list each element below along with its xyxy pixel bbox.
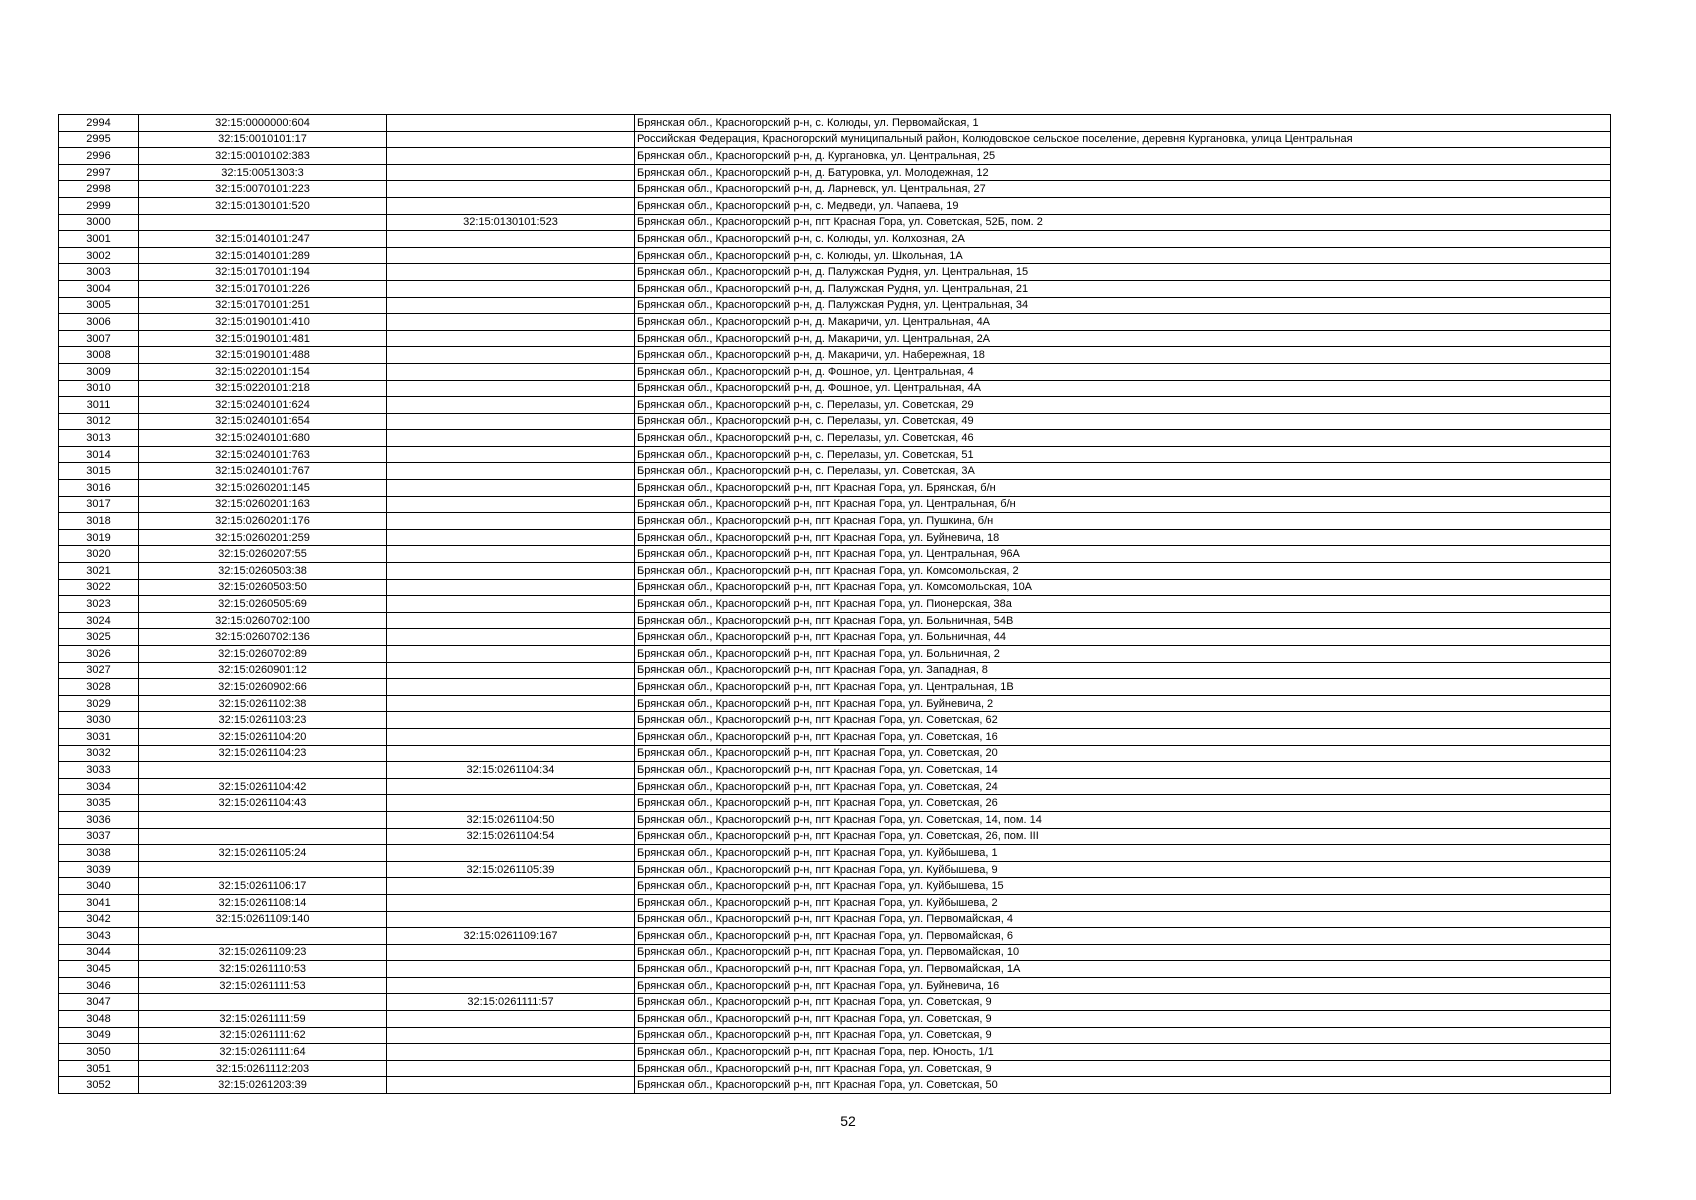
cadastral-number-secondary-cell bbox=[387, 280, 635, 297]
row-number-cell: 3040 bbox=[59, 878, 139, 895]
cadastral-number-secondary-cell bbox=[387, 662, 635, 679]
cadastral-number-cell: 32:15:0000000:604 bbox=[139, 115, 387, 132]
row-number-cell: 3028 bbox=[59, 679, 139, 696]
cadastral-number-cell: 32:15:0260902:66 bbox=[139, 679, 387, 696]
table-row bbox=[59, 629, 1611, 646]
address-cell: Брянская обл., Красногорский р-н, пгт Красная Гора, ул. Пионерская, 38а bbox=[635, 596, 1611, 613]
cadastral-number-secondary-cell bbox=[387, 330, 635, 347]
address-cell: Брянская обл., Красногорский р-н, пгт Красная Гора, ул. Центральная, 1В bbox=[635, 679, 1611, 696]
address-cell: Брянская обл., Красногорский р-н, пгт Красная Гора, ул. Советская, 52Б, пом. 2 bbox=[635, 214, 1611, 231]
address-cell: Брянская обл., Красногорский р-н, пгт Красная Гора, ул. Первомайская, 10 bbox=[635, 944, 1611, 961]
address-cell: Брянская обл., Красногорский р-н, д. Макаричи, ул. Центральная, 4А bbox=[635, 314, 1611, 331]
cadastral-number-cell: 32:15:0260702:136 bbox=[139, 629, 387, 646]
address-cell: Брянская обл., Красногорский р-н, пгт Красная Гора, ул. Куйбышева, 1 bbox=[635, 845, 1611, 862]
row-number-cell: 3027 bbox=[59, 662, 139, 679]
address-cell: Брянская обл., Красногорский р-н, пгт Красная Гора, ул. Советская, 9 bbox=[635, 1027, 1611, 1044]
cadastral-number-secondary-cell bbox=[387, 314, 635, 331]
row-number-cell: 3015 bbox=[59, 463, 139, 480]
row-number-cell: 3019 bbox=[59, 529, 139, 546]
row-number-cell: 3005 bbox=[59, 297, 139, 314]
address-cell: Брянская обл., Красногорский р-н, пгт Красная Гора, ул. Первомайская, 4 bbox=[635, 911, 1611, 928]
address-cell: Брянская обл., Красногорский р-н, с. Медведи, ул. Чапаева, 19 bbox=[635, 197, 1611, 214]
table-row bbox=[59, 430, 1611, 447]
cadastral-number-secondary-cell bbox=[387, 712, 635, 729]
table-row bbox=[59, 513, 1611, 530]
table-row bbox=[59, 131, 1611, 148]
cadastral-number-secondary-cell bbox=[387, 463, 635, 480]
row-number-cell: 3021 bbox=[59, 563, 139, 580]
address-cell: Брянская обл., Красногорский р-н, пгт Красная Гора, пер. Юность, 1/1 bbox=[635, 1044, 1611, 1061]
cadastral-number-secondary-cell bbox=[387, 1060, 635, 1077]
table-row bbox=[59, 413, 1611, 430]
table-row bbox=[59, 828, 1611, 845]
address-cell: Брянская обл., Красногорский р-н, пгт Красная Гора, ул. Первомайская, 1А bbox=[635, 961, 1611, 978]
cadastral-number-cell bbox=[139, 994, 387, 1011]
address-cell: Брянская обл., Красногорский р-н, д. Фошное, ул. Центральная, 4А bbox=[635, 380, 1611, 397]
cadastral-number-cell: 32:15:0260201:145 bbox=[139, 480, 387, 497]
table-row bbox=[59, 778, 1611, 795]
cadastral-number-secondary-cell: 32:15:0261104:34 bbox=[387, 762, 635, 779]
cadastral-number-secondary-cell bbox=[387, 563, 635, 580]
row-number-cell: 3042 bbox=[59, 911, 139, 928]
row-number-cell: 3018 bbox=[59, 513, 139, 530]
row-number-cell: 3025 bbox=[59, 629, 139, 646]
row-number-cell: 3008 bbox=[59, 347, 139, 364]
cadastral-number-cell: 32:15:0261112:203 bbox=[139, 1060, 387, 1077]
table-row bbox=[59, 579, 1611, 596]
cadastral-number-secondary-cell bbox=[387, 197, 635, 214]
cadastral-number-cell: 32:15:0140101:247 bbox=[139, 231, 387, 248]
row-number-cell: 3045 bbox=[59, 961, 139, 978]
address-cell: Брянская обл., Красногорский р-н, с. Перелазы, ул. Советская, 49 bbox=[635, 413, 1611, 430]
cadastral-number-secondary-cell bbox=[387, 430, 635, 447]
address-cell: Брянская обл., Красногорский р-н, пгт Красная Гора, ул. Советская, 20 bbox=[635, 745, 1611, 762]
address-cell: Брянская обл., Красногорский р-н, с. Перелазы, ул. Советская, 29 bbox=[635, 397, 1611, 414]
cadastral-number-secondary-cell bbox=[387, 546, 635, 563]
cadastral-number-secondary-cell bbox=[387, 778, 635, 795]
row-number-cell: 3001 bbox=[59, 231, 139, 248]
row-number-cell: 3029 bbox=[59, 695, 139, 712]
row-number-cell: 3026 bbox=[59, 646, 139, 663]
row-number-cell: 3010 bbox=[59, 380, 139, 397]
cadastral-number-cell: 32:15:0010101:17 bbox=[139, 131, 387, 148]
cadastral-number-secondary-cell bbox=[387, 529, 635, 546]
table-row bbox=[59, 496, 1611, 513]
cadastral-number-cell: 32:15:0261103:23 bbox=[139, 712, 387, 729]
row-number-cell: 3020 bbox=[59, 546, 139, 563]
address-cell: Брянская обл., Красногорский р-н, д. Макаричи, ул. Набережная, 18 bbox=[635, 347, 1611, 364]
table-row bbox=[59, 811, 1611, 828]
table-row bbox=[59, 662, 1611, 679]
address-cell: Брянская обл., Красногорский р-н, д. Кургановка, ул. Центральная, 25 bbox=[635, 148, 1611, 165]
address-cell: Брянская обл., Красногорский р-н, пгт Красная Гора, ул. Куйбышева, 2 bbox=[635, 894, 1611, 911]
address-cell: Брянская обл., Красногорский р-н, пгт Красная Гора, ул. Пушкина, б/н bbox=[635, 513, 1611, 530]
table-row bbox=[59, 563, 1611, 580]
table-row bbox=[59, 1027, 1611, 1044]
cadastral-number-cell: 32:15:0260901:12 bbox=[139, 662, 387, 679]
address-cell: Брянская обл., Красногорский р-н, пгт Красная Гора, ул. Комсомольская, 10А bbox=[635, 579, 1611, 596]
row-number-cell: 3023 bbox=[59, 596, 139, 613]
row-number-cell: 3043 bbox=[59, 928, 139, 945]
address-cell: Брянская обл., Красногорский р-н, пгт Красная Гора, ул. Буйневича, 2 bbox=[635, 695, 1611, 712]
cadastral-number-cell: 32:15:0261203:39 bbox=[139, 1077, 387, 1094]
cadastral-number-cell: 32:15:0261104:42 bbox=[139, 778, 387, 795]
row-number-cell: 2996 bbox=[59, 148, 139, 165]
address-cell: Брянская обл., Красногорский р-н, пгт Красная Гора, ул. Больничная, 44 bbox=[635, 629, 1611, 646]
row-number-cell: 3014 bbox=[59, 446, 139, 463]
cadastral-number-secondary-cell bbox=[387, 612, 635, 629]
address-cell: Брянская обл., Красногорский р-н, пгт Красная Гора, ул. Советская, 9 bbox=[635, 1060, 1611, 1077]
row-number-cell: 2998 bbox=[59, 181, 139, 198]
cadastral-number-cell: 32:15:0240101:763 bbox=[139, 446, 387, 463]
cadastral-number-cell: 32:15:0260207:55 bbox=[139, 546, 387, 563]
address-cell: Брянская обл., Красногорский р-н, пгт Красная Гора, ул. Советская, 24 bbox=[635, 778, 1611, 795]
address-cell: Брянская обл., Красногорский р-н, с. Колюды, ул. Школьная, 1А bbox=[635, 247, 1611, 264]
address-cell: Брянская обл., Красногорский р-н, пгт Красная Гора, ул. Советская, 9 bbox=[635, 994, 1611, 1011]
cadastral-number-secondary-cell bbox=[387, 1011, 635, 1028]
table-row bbox=[59, 380, 1611, 397]
table-row bbox=[59, 264, 1611, 281]
cadastral-number-secondary-cell bbox=[387, 596, 635, 613]
cadastral-number-cell: 32:15:0261104:43 bbox=[139, 795, 387, 812]
row-number-cell: 3044 bbox=[59, 944, 139, 961]
row-number-cell: 3030 bbox=[59, 712, 139, 729]
cadastral-number-cell: 32:15:0240101:680 bbox=[139, 430, 387, 447]
table-row bbox=[59, 297, 1611, 314]
table-row bbox=[59, 878, 1611, 895]
row-number-cell: 3017 bbox=[59, 496, 139, 513]
cadastral-number-cell: 32:15:0220101:218 bbox=[139, 380, 387, 397]
cadastral-number-secondary-cell bbox=[387, 728, 635, 745]
cadastral-number-cell: 32:15:0261109:140 bbox=[139, 911, 387, 928]
address-cell: Российская Федерация, Красногорский муниципальный район, Колюдовское сельское поселение, деревня Кургановка, улица Центральная bbox=[635, 131, 1611, 148]
table-row bbox=[59, 1077, 1611, 1094]
row-number-cell: 3002 bbox=[59, 247, 139, 264]
address-cell: Брянская обл., Красногорский р-н, пгт Красная Гора, ул. Буйневича, 16 bbox=[635, 977, 1611, 994]
address-cell: Брянская обл., Красногорский р-н, с. Перелазы, ул. Советская, 3А bbox=[635, 463, 1611, 480]
cadastral-number-secondary-cell bbox=[387, 413, 635, 430]
cadastral-number-secondary-cell bbox=[387, 380, 635, 397]
page-number: 52 bbox=[840, 1113, 856, 1129]
row-number-cell: 3013 bbox=[59, 430, 139, 447]
cadastral-number-secondary-cell bbox=[387, 977, 635, 994]
address-cell: Брянская обл., Красногорский р-н, д. Ларневск, ул. Центральная, 27 bbox=[635, 181, 1611, 198]
address-cell: Брянская обл., Красногорский р-н, пгт Красная Гора, ул. Советская, 9 bbox=[635, 1011, 1611, 1028]
table-row bbox=[59, 795, 1611, 812]
address-cell: Брянская обл., Красногорский р-н, пгт Красная Гора, ул. Больничная, 2 bbox=[635, 646, 1611, 663]
address-cell: Брянская обл., Красногорский р-н, с. Колюды, ул. Первомайская, 1 bbox=[635, 115, 1611, 132]
address-cell: Брянская обл., Красногорский р-н, пгт Красная Гора, ул. Советская, 14, пом. 14 bbox=[635, 811, 1611, 828]
address-cell: Брянская обл., Красногорский р-н, пгт Красная Гора, ул. Больничная, 54В bbox=[635, 612, 1611, 629]
cadastral-number-cell: 32:15:0260201:176 bbox=[139, 513, 387, 530]
cadastral-number-secondary-cell bbox=[387, 629, 635, 646]
cadastral-number-secondary-cell bbox=[387, 247, 635, 264]
table-row bbox=[59, 646, 1611, 663]
table-row bbox=[59, 363, 1611, 380]
cadastral-number-cell: 32:15:0240101:654 bbox=[139, 413, 387, 430]
cadastral-number-cell: 32:15:0261111:64 bbox=[139, 1044, 387, 1061]
cadastral-number-cell: 32:15:0261111:53 bbox=[139, 977, 387, 994]
cadastral-number-secondary-cell bbox=[387, 944, 635, 961]
table-row bbox=[59, 197, 1611, 214]
address-cell: Брянская обл., Красногорский р-н, д. Фошное, ул. Центральная, 4 bbox=[635, 363, 1611, 380]
address-cell: Брянская обл., Красногорский р-н, с. Перелазы, ул. Советская, 51 bbox=[635, 446, 1611, 463]
cadastral-number-secondary-cell bbox=[387, 745, 635, 762]
address-cell: Брянская обл., Красногорский р-н, пгт Красная Гора, ул. Куйбышева, 15 bbox=[635, 878, 1611, 895]
cadastral-number-cell: 32:15:0140101:289 bbox=[139, 247, 387, 264]
table-row bbox=[59, 745, 1611, 762]
cadastral-number-cell: 32:15:0010102:383 bbox=[139, 148, 387, 165]
cadastral-number-cell: 32:15:0190101:410 bbox=[139, 314, 387, 331]
table-row bbox=[59, 314, 1611, 331]
row-number-cell: 2995 bbox=[59, 131, 139, 148]
table-row bbox=[59, 944, 1611, 961]
row-number-cell: 3031 bbox=[59, 728, 139, 745]
table-row bbox=[59, 231, 1611, 248]
table-row bbox=[59, 845, 1611, 862]
address-cell: Брянская обл., Красногорский р-н, пгт Красная Гора, ул. Центральная, 96А bbox=[635, 546, 1611, 563]
cadastral-number-cell bbox=[139, 214, 387, 231]
address-cell: Брянская обл., Красногорский р-н, пгт Красная Гора, ул. Буйневича, 18 bbox=[635, 529, 1611, 546]
cadastral-number-cell bbox=[139, 811, 387, 828]
address-cell: Брянская обл., Красногорский р-н, пгт Красная Гора, ул. Куйбышева, 9 bbox=[635, 861, 1611, 878]
cadastral-number-secondary-cell: 32:15:0130101:523 bbox=[387, 214, 635, 231]
register-table bbox=[58, 114, 1611, 1094]
row-number-cell: 3037 bbox=[59, 828, 139, 845]
row-number-cell: 3000 bbox=[59, 214, 139, 231]
address-cell: Брянская обл., Красногорский р-н, пгт Красная Гора, ул. Советская, 62 bbox=[635, 712, 1611, 729]
row-number-cell: 3004 bbox=[59, 280, 139, 297]
table-row bbox=[59, 928, 1611, 945]
cadastral-number-cell: 32:15:0261104:20 bbox=[139, 728, 387, 745]
cadastral-number-secondary-cell bbox=[387, 845, 635, 862]
address-cell: Брянская обл., Красногорский р-н, д. Макаричи, ул. Центральная, 2А bbox=[635, 330, 1611, 347]
table-row bbox=[59, 546, 1611, 563]
table-row bbox=[59, 480, 1611, 497]
row-number-cell: 3036 bbox=[59, 811, 139, 828]
cadastral-number-cell: 32:15:0261111:62 bbox=[139, 1027, 387, 1044]
cadastral-number-secondary-cell bbox=[387, 115, 635, 132]
cadastral-number-cell: 32:15:0261104:23 bbox=[139, 745, 387, 762]
cadastral-number-cell: 32:15:0220101:154 bbox=[139, 363, 387, 380]
address-cell: Брянская обл., Красногорский р-н, д. Батуровка, ул. Молодежная, 12 bbox=[635, 164, 1611, 181]
table-row bbox=[59, 762, 1611, 779]
cadastral-number-secondary-cell: 32:15:0261104:50 bbox=[387, 811, 635, 828]
cadastral-number-secondary-cell bbox=[387, 347, 635, 364]
table-row bbox=[59, 164, 1611, 181]
address-cell: Брянская обл., Красногорский р-н, пгт Красная Гора, ул. Центральная, б/н bbox=[635, 496, 1611, 513]
table-row bbox=[59, 695, 1611, 712]
address-cell: Брянская обл., Красногорский р-н, д. Палужская Рудня, ул. Центральная, 15 bbox=[635, 264, 1611, 281]
row-number-cell: 3038 bbox=[59, 845, 139, 862]
cadastral-number-secondary-cell: 32:15:0261111:57 bbox=[387, 994, 635, 1011]
table-row bbox=[59, 214, 1611, 231]
cadastral-number-secondary-cell bbox=[387, 679, 635, 696]
row-number-cell: 3035 bbox=[59, 795, 139, 812]
table-row bbox=[59, 115, 1611, 132]
row-number-cell: 2997 bbox=[59, 164, 139, 181]
cadastral-number-secondary-cell bbox=[387, 1044, 635, 1061]
table-row bbox=[59, 247, 1611, 264]
cadastral-number-cell bbox=[139, 828, 387, 845]
address-cell: Брянская обл., Красногорский р-н, пгт Красная Гора, ул. Западная, 8 bbox=[635, 662, 1611, 679]
row-number-cell: 3033 bbox=[59, 762, 139, 779]
row-number-cell: 2994 bbox=[59, 115, 139, 132]
cadastral-number-cell: 32:15:0260702:100 bbox=[139, 612, 387, 629]
table-row bbox=[59, 1060, 1611, 1077]
address-cell: Брянская обл., Красногорский р-н, пгт Красная Гора, ул. Комсомольская, 2 bbox=[635, 563, 1611, 580]
cadastral-number-cell: 32:15:0261106:17 bbox=[139, 878, 387, 895]
cadastral-number-cell: 32:15:0260702:89 bbox=[139, 646, 387, 663]
cadastral-number-cell: 32:15:0070101:223 bbox=[139, 181, 387, 198]
row-number-cell: 3024 bbox=[59, 612, 139, 629]
cadastral-number-secondary-cell bbox=[387, 894, 635, 911]
table-row bbox=[59, 911, 1611, 928]
row-number-cell: 3032 bbox=[59, 745, 139, 762]
row-number-cell: 3052 bbox=[59, 1077, 139, 1094]
cadastral-number-cell: 32:15:0261108:14 bbox=[139, 894, 387, 911]
cadastral-number-cell: 32:15:0190101:488 bbox=[139, 347, 387, 364]
cadastral-number-cell: 32:15:0260503:50 bbox=[139, 579, 387, 596]
cadastral-number-cell: 32:15:0170101:194 bbox=[139, 264, 387, 281]
table-row bbox=[59, 463, 1611, 480]
table-row bbox=[59, 280, 1611, 297]
row-number-cell: 3051 bbox=[59, 1060, 139, 1077]
cadastral-number-secondary-cell bbox=[387, 363, 635, 380]
table-row bbox=[59, 977, 1611, 994]
cadastral-number-cell: 32:15:0051303:3 bbox=[139, 164, 387, 181]
cadastral-number-cell: 32:15:0261105:24 bbox=[139, 845, 387, 862]
table-row bbox=[59, 612, 1611, 629]
address-cell: Брянская обл., Красногорский р-н, с. Колюды, ул. Колхозная, 2А bbox=[635, 231, 1611, 248]
cadastral-number-secondary-cell bbox=[387, 579, 635, 596]
address-cell: Брянская обл., Красногорский р-н, пгт Красная Гора, ул. Первомайская, 6 bbox=[635, 928, 1611, 945]
address-cell: Брянская обл., Красногорский р-н, пгт Красная Гора, ул. Брянская, б/н bbox=[635, 480, 1611, 497]
row-number-cell: 3046 bbox=[59, 977, 139, 994]
cadastral-number-cell: 32:15:0260201:259 bbox=[139, 529, 387, 546]
cadastral-number-secondary-cell bbox=[387, 131, 635, 148]
register-table-body bbox=[59, 115, 1611, 1094]
cadastral-number-secondary-cell bbox=[387, 695, 635, 712]
row-number-cell: 3006 bbox=[59, 314, 139, 331]
cadastral-number-cell: 32:15:0130101:520 bbox=[139, 197, 387, 214]
row-number-cell: 3034 bbox=[59, 778, 139, 795]
table-row bbox=[59, 529, 1611, 546]
row-number-cell: 3012 bbox=[59, 413, 139, 430]
cadastral-number-cell: 32:15:0261110:53 bbox=[139, 961, 387, 978]
row-number-cell: 3049 bbox=[59, 1027, 139, 1044]
row-number-cell: 3003 bbox=[59, 264, 139, 281]
table-row bbox=[59, 596, 1611, 613]
table-row bbox=[59, 894, 1611, 911]
cadastral-number-cell: 32:15:0260505:69 bbox=[139, 596, 387, 613]
cadastral-number-secondary-cell bbox=[387, 181, 635, 198]
cadastral-number-secondary-cell bbox=[387, 513, 635, 530]
address-cell: Брянская обл., Красногорский р-н, пгт Красная Гора, ул. Советская, 26 bbox=[635, 795, 1611, 812]
cadastral-number-secondary-cell: 32:15:0261109:167 bbox=[387, 928, 635, 945]
address-cell: Брянская обл., Красногорский р-н, пгт Красная Гора, ул. Советская, 50 bbox=[635, 1077, 1611, 1094]
cadastral-number-cell: 32:15:0260503:38 bbox=[139, 563, 387, 580]
cadastral-number-secondary-cell bbox=[387, 646, 635, 663]
row-number-cell: 3039 bbox=[59, 861, 139, 878]
row-number-cell: 3050 bbox=[59, 1044, 139, 1061]
cadastral-number-secondary-cell: 32:15:0261105:39 bbox=[387, 861, 635, 878]
cadastral-number-cell: 32:15:0261111:59 bbox=[139, 1011, 387, 1028]
cadastral-number-cell: 32:15:0190101:481 bbox=[139, 330, 387, 347]
table-row bbox=[59, 961, 1611, 978]
row-number-cell: 3007 bbox=[59, 330, 139, 347]
address-cell: Брянская обл., Красногорский р-н, пгт Красная Гора, ул. Советская, 26, пом. III bbox=[635, 828, 1611, 845]
row-number-cell: 3011 bbox=[59, 397, 139, 414]
table-row bbox=[59, 861, 1611, 878]
cadastral-number-secondary-cell bbox=[387, 795, 635, 812]
table-row bbox=[59, 728, 1611, 745]
cadastral-number-secondary-cell bbox=[387, 1027, 635, 1044]
cadastral-number-cell: 32:15:0260201:163 bbox=[139, 496, 387, 513]
address-cell: Брянская обл., Красногорский р-н, д. Палужская Рудня, ул. Центральная, 34 bbox=[635, 297, 1611, 314]
cadastral-number-secondary-cell: 32:15:0261104:54 bbox=[387, 828, 635, 845]
table-row bbox=[59, 712, 1611, 729]
table-row bbox=[59, 1011, 1611, 1028]
row-number-cell: 2999 bbox=[59, 197, 139, 214]
cadastral-number-secondary-cell bbox=[387, 164, 635, 181]
table-row bbox=[59, 679, 1611, 696]
table-row bbox=[59, 181, 1611, 198]
cadastral-number-cell: 32:15:0240101:767 bbox=[139, 463, 387, 480]
cadastral-number-cell: 32:15:0170101:226 bbox=[139, 280, 387, 297]
cadastral-number-secondary-cell bbox=[387, 397, 635, 414]
address-cell: Брянская обл., Красногорский р-н, д. Палужская Рудня, ул. Центральная, 21 bbox=[635, 280, 1611, 297]
address-cell: Брянская обл., Красногорский р-н, с. Перелазы, ул. Советская, 46 bbox=[635, 430, 1611, 447]
cadastral-number-cell bbox=[139, 762, 387, 779]
row-number-cell: 3022 bbox=[59, 579, 139, 596]
row-number-cell: 3016 bbox=[59, 480, 139, 497]
address-cell: Брянская обл., Красногорский р-н, пгт Красная Гора, ул. Советская, 16 bbox=[635, 728, 1611, 745]
row-number-cell: 3047 bbox=[59, 994, 139, 1011]
cadastral-number-secondary-cell bbox=[387, 231, 635, 248]
cadastral-number-cell bbox=[139, 928, 387, 945]
cadastral-number-secondary-cell bbox=[387, 480, 635, 497]
cadastral-number-secondary-cell bbox=[387, 1077, 635, 1094]
cadastral-number-cell bbox=[139, 861, 387, 878]
table-row bbox=[59, 330, 1611, 347]
cadastral-number-secondary-cell bbox=[387, 496, 635, 513]
cadastral-number-secondary-cell bbox=[387, 148, 635, 165]
cadastral-number-cell: 32:15:0170101:251 bbox=[139, 297, 387, 314]
row-number-cell: 3041 bbox=[59, 894, 139, 911]
cadastral-number-secondary-cell bbox=[387, 878, 635, 895]
cadastral-number-secondary-cell bbox=[387, 961, 635, 978]
table-row bbox=[59, 1044, 1611, 1061]
table-row bbox=[59, 994, 1611, 1011]
table-row bbox=[59, 446, 1611, 463]
cadastral-number-secondary-cell bbox=[387, 446, 635, 463]
table-row bbox=[59, 347, 1611, 364]
cadastral-number-secondary-cell bbox=[387, 264, 635, 281]
address-cell: Брянская обл., Красногорский р-н, пгт Красная Гора, ул. Советская, 14 bbox=[635, 762, 1611, 779]
cadastral-number-secondary-cell bbox=[387, 297, 635, 314]
cadastral-number-cell: 32:15:0261102:38 bbox=[139, 695, 387, 712]
row-number-cell: 3009 bbox=[59, 363, 139, 380]
cadastral-number-cell: 32:15:0261109:23 bbox=[139, 944, 387, 961]
cadastral-number-cell: 32:15:0240101:624 bbox=[139, 397, 387, 414]
table-row bbox=[59, 148, 1611, 165]
cadastral-number-secondary-cell bbox=[387, 911, 635, 928]
row-number-cell: 3048 bbox=[59, 1011, 139, 1028]
table-row bbox=[59, 397, 1611, 414]
